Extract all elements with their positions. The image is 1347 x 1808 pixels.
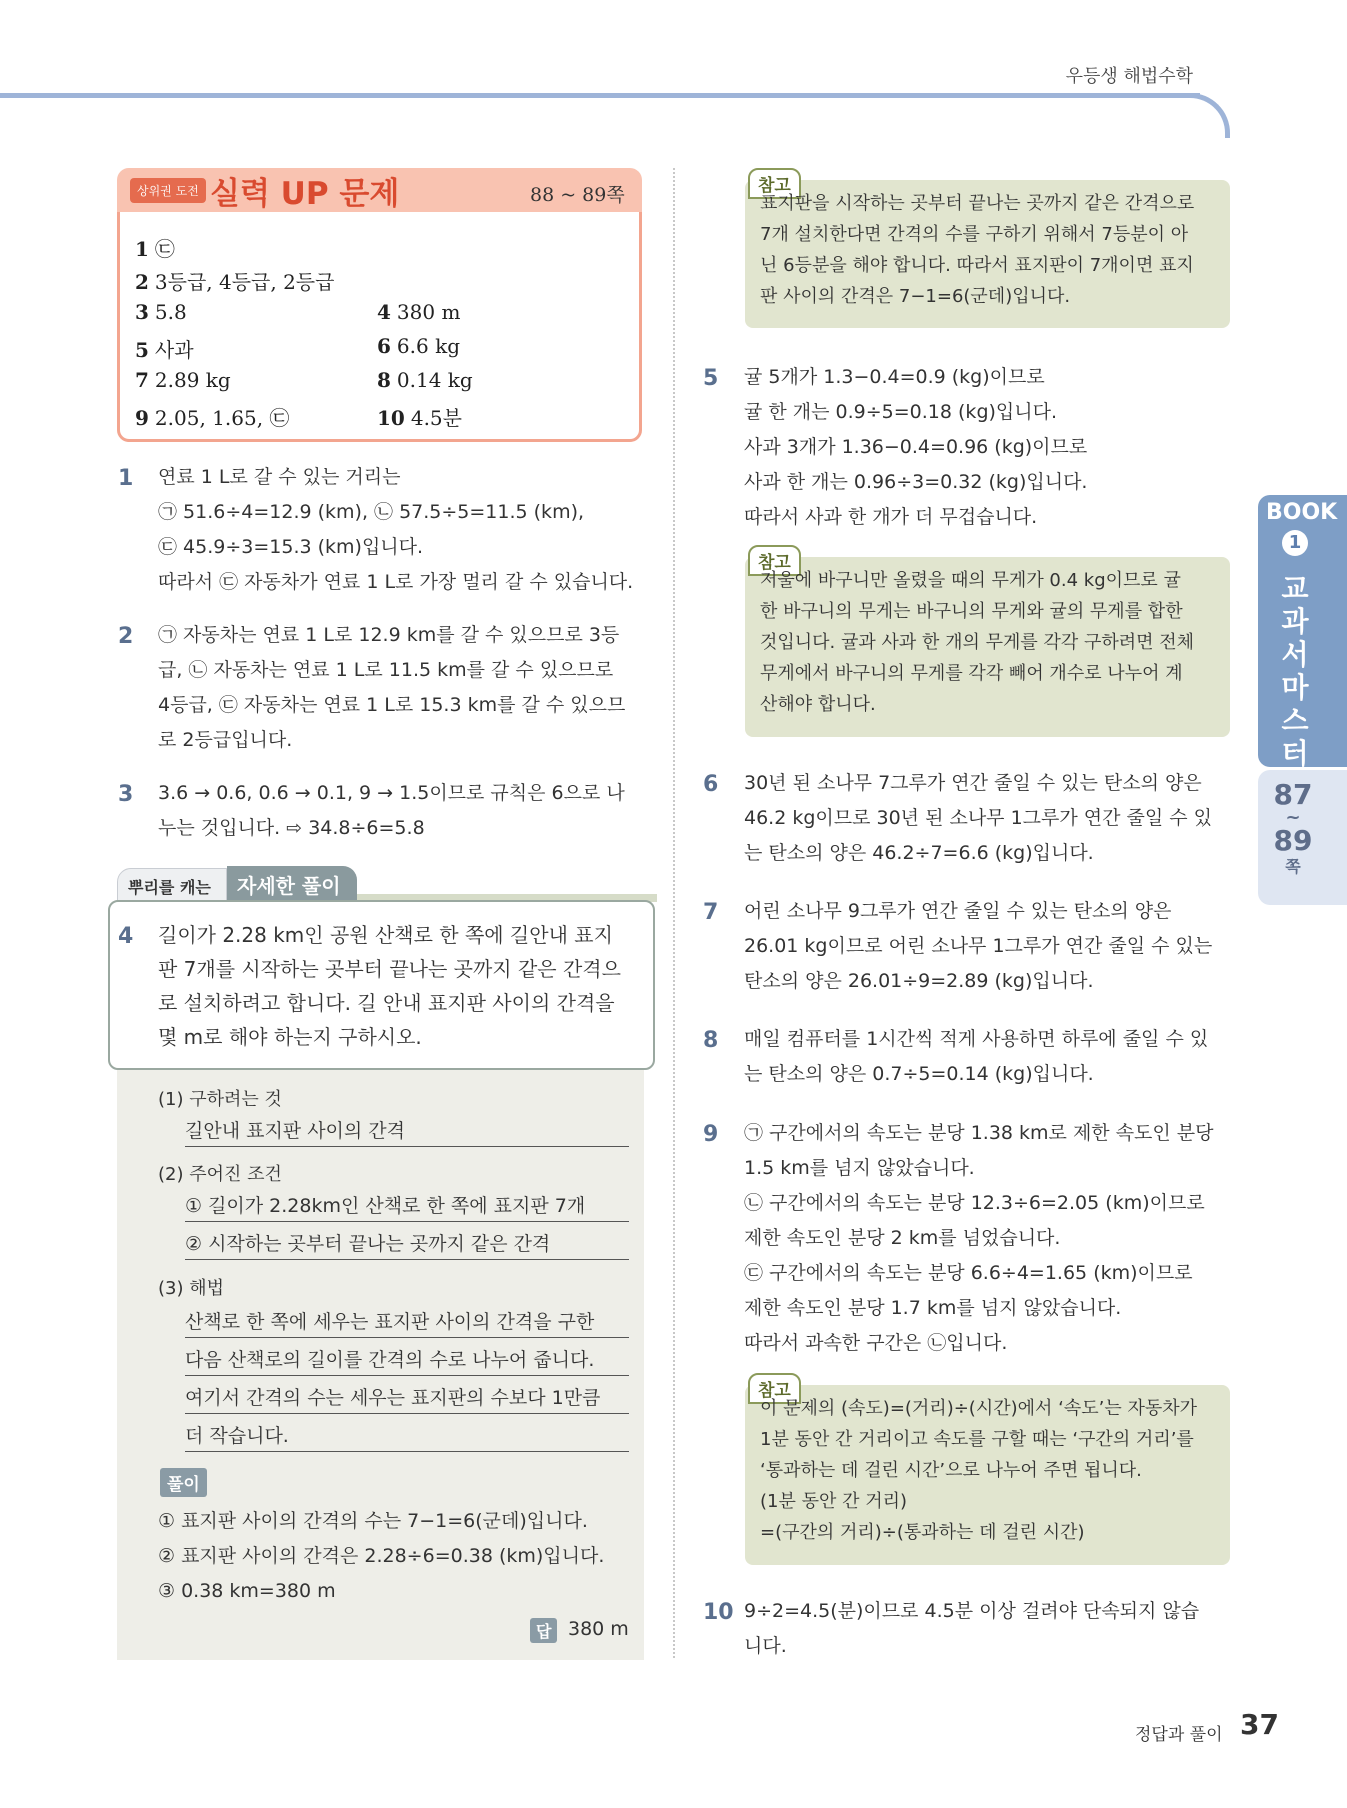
answer-box-title: 실력 UP 문제 (210, 176, 400, 212)
step-3-heading: (3) 해법 (158, 1278, 224, 1299)
answer-item: 6 6.6 kg (377, 334, 461, 358)
solution-2: ㉠ 자동차는 연료 1 L로 12.9 km를 갈 수 있으므로 3등 급, ㉡ 자동차는 연료 1 L로 11.5 km를 갈 수 있으므로 4등급, ㉢ 자동차는 연료 1 L로 15.3 km를 갈 수 있으므 로 2등급입니다. (158, 624, 626, 751)
answer-item: 8 0.14 kg (377, 368, 473, 392)
solution-number: 7 (703, 900, 719, 925)
answer-item: 2 3등급, 4등급, 2등급 (135, 270, 335, 294)
header-curve (1175, 93, 1230, 138)
answer-item: 7 2.89 kg (135, 368, 231, 392)
step-3-line: 더 작습니다. (185, 1421, 629, 1452)
answer-tag: 답 (530, 1618, 557, 1643)
solution-1: 연료 1 L로 갈 수 있는 거리는 ㉠ 51.6÷4=12.9 (km), ㉡ 57.5÷5=11.5 (km), ㉢ 45.9÷3=15.3 (km)입니다. 따라서 ㉢ 자동차가 연료 1 L로 가장 멀리 갈 수 있습니다. (158, 466, 634, 593)
answer-item: 1 ㉢ (135, 237, 175, 261)
solution-9: ㉠ 구간에서의 속도는 분당 1.38 km로 제한 속도인 분당 1.5 km를 넘지 않았습니다. ㉡ 구간에서의 속도는 분당 12.3÷6=2.05 (km)이므로 제한 속도인 분당 2 km를 넘었습니다. ㉢ 구간에서의 속도는 분당 6.6÷4=1.65 (km)이므로 제한 속도인 분당 1.7 km를 넘지 않았습니다. 따라서 과속한 구간은 ㉡입니다. (744, 1122, 1214, 1354)
book-tab-number: 1 (1282, 530, 1308, 556)
header-rule (0, 93, 1200, 98)
column-divider (673, 168, 675, 1658)
pages-tab-text: 87 ~ 89 쪽 (1273, 778, 1313, 876)
answer-item: 9 2.05, 1.65, ㉢ (135, 406, 290, 430)
solution-number: 8 (703, 1028, 719, 1053)
answer-item: 4 380 m (377, 300, 461, 324)
solution-steps: ① 표지판 사이의 간격의 수는 7−1=6(군데)입니다. ② 표지판 사이의 간격은 2.28÷6=0.38 (km)입니다. ③ 0.38 km=380 m (158, 1510, 605, 1602)
solution-7: 어린 소나무 9그루가 연간 줄일 수 있는 탄소의 양은 26.01 kg이므로 어린 소나무 1그루가 연간 줄일 수 있는 탄소의 양은 26.01÷9=2.89 (kg)입니다. (744, 900, 1213, 992)
detail-tab-label: 뿌리를 캐는 (117, 868, 227, 902)
note-tag: 참고 (748, 1373, 801, 1404)
answer-item: 3 5.8 (135, 300, 187, 324)
solution-10: 9÷2=4.5(분)이므로 4.5분 이상 걸려야 단속되지 않습 니다. (744, 1600, 1200, 1657)
solution-number: 5 (703, 366, 719, 391)
solution-tag: 풀이 (160, 1468, 207, 1497)
solution-number: 2 (118, 624, 134, 649)
answer-item: 10 4.5분 (377, 406, 462, 430)
note-tag: 참고 (748, 168, 801, 199)
solution-8: 매일 컴퓨터를 1시간씩 적게 사용하면 하루에 줄일 수 있 는 탄소의 양은 0.7÷5=0.14 (kg)입니다. (744, 1028, 1209, 1085)
note-text: 저울에 바구니만 올렸을 때의 무게가 0.4 kg이므로 귤 한 바구니의 무게는 바구니의 무게와 귤의 무게를 합한 것입니다. 귤과 사과 한 개의 무게를 각각 구하려면 전체 무게에서 바구니의 무게를 각각 빼어 개수로 나누어 계 산해야 합니다. (760, 570, 1195, 715)
step-3-line: 산책로 한 쪽에 세우는 표지판 사이의 간격을 구한 (185, 1307, 629, 1338)
step-1-heading: (1) 구하려는 것 (158, 1089, 282, 1110)
step-3-line: 여기서 간격의 수는 세우는 표지판의 수보다 1만큼 (185, 1383, 629, 1414)
solution-5: 귤 5개가 1.3−0.4=0.9 (kg)이므로 귤 한 개는 0.9÷5=0.18 (kg)입니다. 사과 3개가 1.36−0.4=0.96 (kg)이므로 사과 한 개는 0.96÷3=0.32 (kg)입니다. 따라서 사과 한 개가 더 무겁습니다. (744, 366, 1088, 528)
step-2-line: ② 시작하는 곳부터 끝나는 곳까지 같은 간격 (185, 1229, 629, 1260)
answer-item: 5 사과 (135, 338, 194, 362)
book-tab-label: BOOK (1266, 500, 1338, 525)
answer-box-pages: 88 ~ 89쪽 (530, 184, 625, 206)
answer-value: 380 m (568, 1618, 629, 1640)
step-3-line: 다음 산책로의 길이를 간격의 수로 나누어 줍니다. (185, 1345, 629, 1376)
book-tab-title: 교과서마스터 (1281, 572, 1309, 770)
solution-3: 3.6 → 0.6, 0.6 → 0.1, 9 → 1.5이므로 규칙은 6으로 나 누는 것입니다. ⇨ 34.8÷6=5.8 (158, 782, 625, 839)
solution-number: 1 (118, 466, 134, 491)
solution-number: 10 (703, 1600, 734, 1625)
answer-box-tag: 상위권 도전 (130, 178, 206, 203)
step-1-line: 길안내 표지판 사이의 간격 (185, 1116, 629, 1147)
problem-text: 길이가 2.28 km인 공원 산책로 한 쪽에 길안내 표지 판 7개를 시작하는 곳부터 끝나는 곳까지 같은 간격으 로 설치하려고 합니다. 길 안내 표지판 사이의 간격을 몇 m로 해야 하는지 구하시오. (158, 923, 621, 1049)
note-tag: 참고 (748, 545, 801, 576)
problem-number: 4 (118, 924, 134, 949)
step-2-heading: (2) 주어진 조건 (158, 1164, 282, 1185)
header-title: 우등생 해법수학 (1065, 66, 1193, 87)
footer-label: 정답과 풀이 (1135, 1725, 1223, 1745)
note-text: 표지판을 시작하는 곳부터 끝나는 곳까지 같은 간격으로 7개 설치한다면 간격의 수를 구하기 위해서 7등분이 아 닌 6등분을 해야 합니다. 따라서 표지판이 7개이면 표지 판 사이의 간격은 7−1=6(군데)입니다. (760, 193, 1195, 307)
page-number: 37 (1240, 1708, 1279, 1741)
note-text: 이 문제의 (속도)=(거리)÷(시간)에서 ‘속도’는 자동차가 1분 동안 간 거리이고 속도를 구할 때는 ‘구간의 거리’를 ‘통과하는 데 걸린 시간’으로 나누어 주면 됩니다. (1분 동안 간 거리) =(구간의 거리)÷(통과하는 데 걸린 시간) (760, 1398, 1197, 1543)
detail-tab-title: 자세한 풀이 (227, 866, 357, 902)
solution-number: 3 (118, 782, 134, 807)
solution-number: 6 (703, 772, 719, 797)
solution-6: 30년 된 소나무 7그루가 연간 줄일 수 있는 탄소의 양은 46.2 kg이므로 30년 된 소나무 1그루가 연간 줄일 수 있 는 탄소의 양은 46.2÷7=6.6 (kg)입니다. (744, 772, 1213, 864)
step-2-line: ① 길이가 2.28km인 산책로 한 쪽에 표지판 7개 (185, 1191, 629, 1222)
solution-number: 9 (703, 1122, 719, 1147)
